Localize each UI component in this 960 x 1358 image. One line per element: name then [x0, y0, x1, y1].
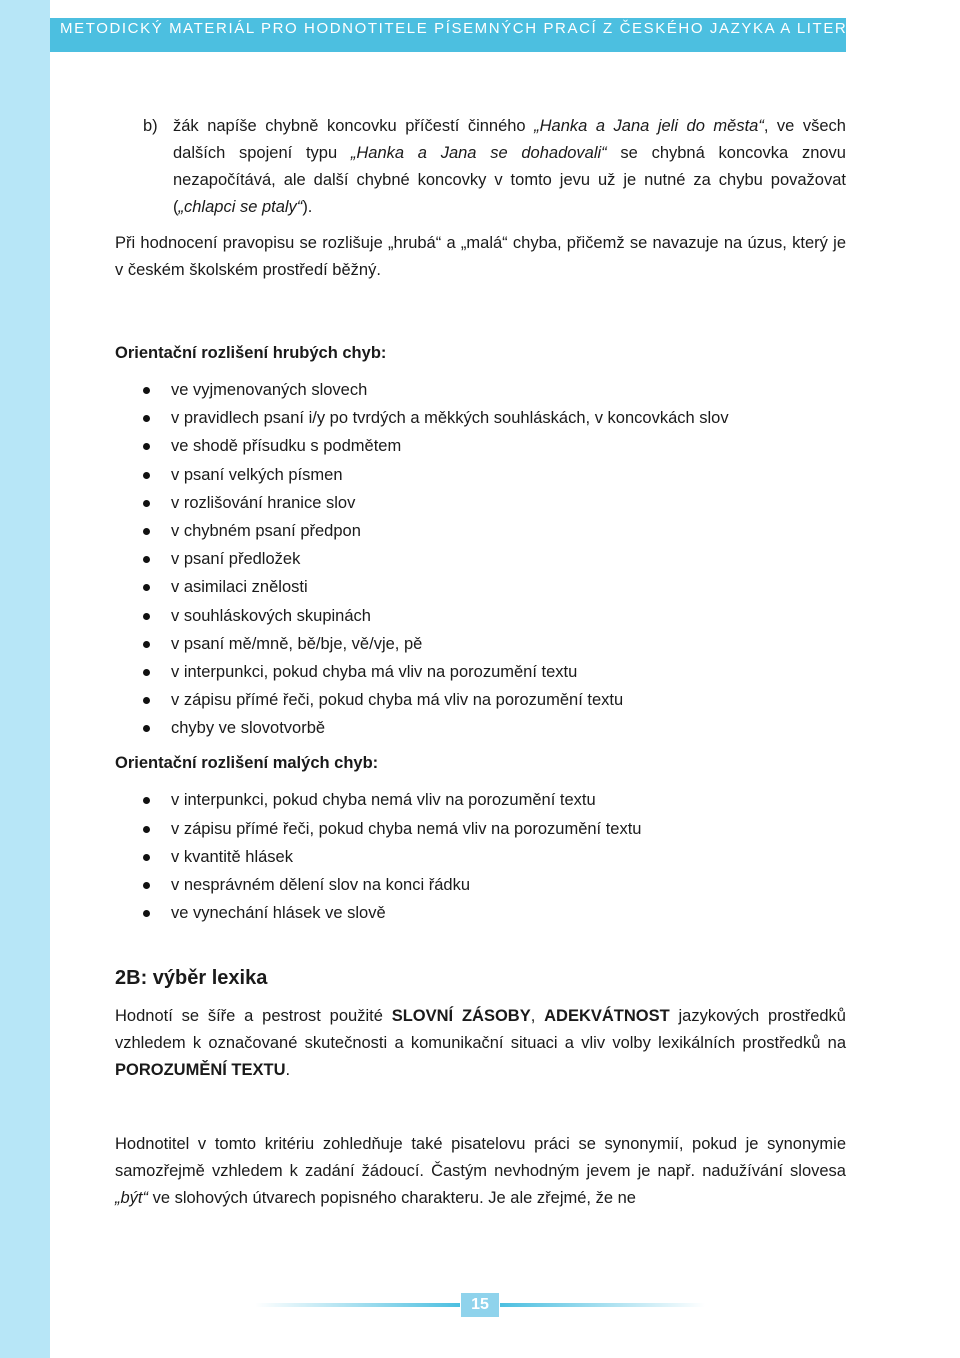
paragraph-hruba-mala: Při hodnocení pravopisu se rozlišuje „hrubá“ a „malá“ chyba, přičemž se navazuje na úzus, který je v českém školském prostředí běžný.	[115, 234, 846, 279]
text-run: se chybná koncovka znovu nezapočítává, ale další chybné koncovky v tomto jevu už je nutné za chybu považovat (	[173, 144, 846, 216]
bullet-icon	[143, 528, 150, 535]
bullet-icon	[143, 443, 150, 450]
example-italic: „Hanka a Jana jeli do města“	[534, 117, 764, 135]
bullet-icon	[143, 669, 150, 676]
list-item	[115, 714, 846, 742]
list-item-text: v asimilaci znělosti	[171, 578, 308, 597]
list-item-text: chyby ve slovotvorbě	[171, 719, 326, 738]
bullet-icon	[143, 613, 150, 620]
emphasis-bold: ADEKVÁTNOST	[544, 1007, 670, 1026]
bullet-icon	[143, 697, 150, 704]
list-item	[115, 602, 846, 630]
list-item	[115, 815, 846, 843]
list-item-text: v pravidlech psaní i/y po tvrdých a měkkých souhláskách, v koncovkách slov	[171, 409, 729, 428]
list-item	[115, 871, 846, 899]
text-run: Hodnotitel v tomto kritériu zohledňuje také pisatelovu práci se synonymií, pokud je synonymie samozřejmě vzhledem k zadání žádoucí. Častým nevhodným jevem je např. nadužívání slovesa	[115, 1135, 846, 1181]
text-run: ,	[530, 1007, 545, 1026]
text-run: ve slohových útvarech popisného charakteru. Je ale zřejmé, že ne	[148, 1189, 636, 1208]
list-item	[115, 517, 846, 545]
left-sidebar-stripe	[0, 0, 50, 1358]
list-item-text: v psaní mě/mně, bě/bje, vě/vje, pě	[171, 634, 423, 653]
list-item-b-text	[173, 113, 846, 221]
text-run: žák napíše chybně koncovku příčestí činného	[173, 117, 535, 135]
list-item-text: v rozlišování hranice slov	[171, 493, 356, 512]
bullet-icon	[143, 556, 150, 563]
list-item	[115, 461, 846, 489]
text-run: Hodnotí se šíře a pestrost použité	[115, 1007, 392, 1026]
text-run: , ve všech dalších spojení typu	[173, 117, 846, 162]
bullet-icon	[143, 584, 150, 591]
emphasis-bold: POROZUMĚNÍ TEXTU	[115, 1061, 286, 1080]
list-item-text: v zápisu přímé řeči, pokud chyba má vliv na porozumění textu	[171, 691, 624, 710]
emphasis-bold: SLOVNÍ ZÁSOBY	[391, 1007, 531, 1026]
running-header: METODICKÝ MATERIÁL PRO HODNOTITELE PÍSEMNÝCH PRACÍ Z ČESKÉHO JAZYKA A LITERATURY	[60, 20, 905, 37]
text-run: jazykových prostředků vzhledem k označované skutečnosti a komunikační situaci a vliv volby lexikálních prostředků na	[115, 1007, 846, 1053]
bullet-icon	[143, 797, 150, 804]
list-marker: b)	[143, 117, 158, 135]
list-item-text: v nesprávném dělení slov na konci řádku	[171, 876, 470, 894]
example-italic: „chlapci se ptaly“	[178, 198, 303, 216]
list-item	[115, 573, 846, 601]
bullet-icon	[143, 472, 150, 479]
page-content	[115, 113, 846, 1212]
list-item-text: v chybném psaní předpon	[171, 521, 361, 540]
list-item-text: ve shodě přísudku s podmětem	[171, 437, 402, 456]
list-item-text: ve vyjmenovaných slovech	[171, 381, 368, 399]
rough-errors-heading: Orientační rozlišení hrubých chyb:	[115, 344, 387, 362]
bullet-icon	[143, 854, 150, 861]
list-item	[115, 489, 846, 517]
list-item	[115, 786, 846, 814]
footer-rule-right	[500, 1303, 705, 1307]
page-number: 15	[461, 1293, 499, 1317]
list-item-text: v interpunkci, pokud chyba nemá vliv na porozumění textu	[171, 791, 596, 810]
list-item	[115, 686, 846, 714]
list-item	[115, 545, 846, 573]
text-run: .	[285, 1061, 291, 1080]
list-item-text: v psaní předložek	[171, 550, 301, 569]
footer-rule-left	[255, 1303, 460, 1307]
bullet-icon	[143, 826, 150, 833]
text-run: ).	[302, 198, 313, 216]
bullet-icon	[143, 387, 150, 394]
bullet-icon	[143, 882, 150, 889]
list-item	[115, 376, 846, 404]
small-errors-list	[115, 786, 846, 927]
list-item-text: ve vynechání hlásek ve slově	[171, 904, 386, 923]
bullet-icon	[143, 725, 150, 732]
list-item-text: v souhláskových skupinách	[171, 606, 371, 625]
list-item	[115, 843, 846, 871]
list-item	[115, 404, 846, 432]
list-item-text: v psaní velkých písmen	[171, 465, 343, 484]
bullet-icon	[143, 500, 150, 507]
paragraph-lexika-2	[115, 1131, 846, 1212]
rough-errors-list	[115, 376, 846, 742]
bullet-icon	[143, 641, 150, 648]
list-item-text: v kvantitě hlásek	[171, 847, 293, 866]
list-item	[115, 432, 846, 460]
example-italic: „Hanka a Jana se dohadovali“	[350, 144, 607, 162]
small-errors-heading: Orientační rozlišení malých chyb:	[115, 754, 379, 773]
example-italic: „být“	[115, 1189, 148, 1208]
list-item	[115, 658, 846, 686]
bullet-icon	[143, 910, 150, 917]
bullet-icon	[143, 415, 150, 422]
list-item-b	[115, 113, 846, 221]
list-item-text: v zápisu přímé řeči, pokud chyba nemá vliv na porozumění textu	[171, 819, 642, 838]
paragraph-lexika-1	[115, 1003, 846, 1084]
list-item	[115, 899, 846, 927]
section-2b-heading: 2B: výběr lexika	[115, 967, 268, 990]
list-item-text: v interpunkci, pokud chyba má vliv na porozumění textu	[171, 662, 578, 681]
list-item	[115, 630, 846, 658]
